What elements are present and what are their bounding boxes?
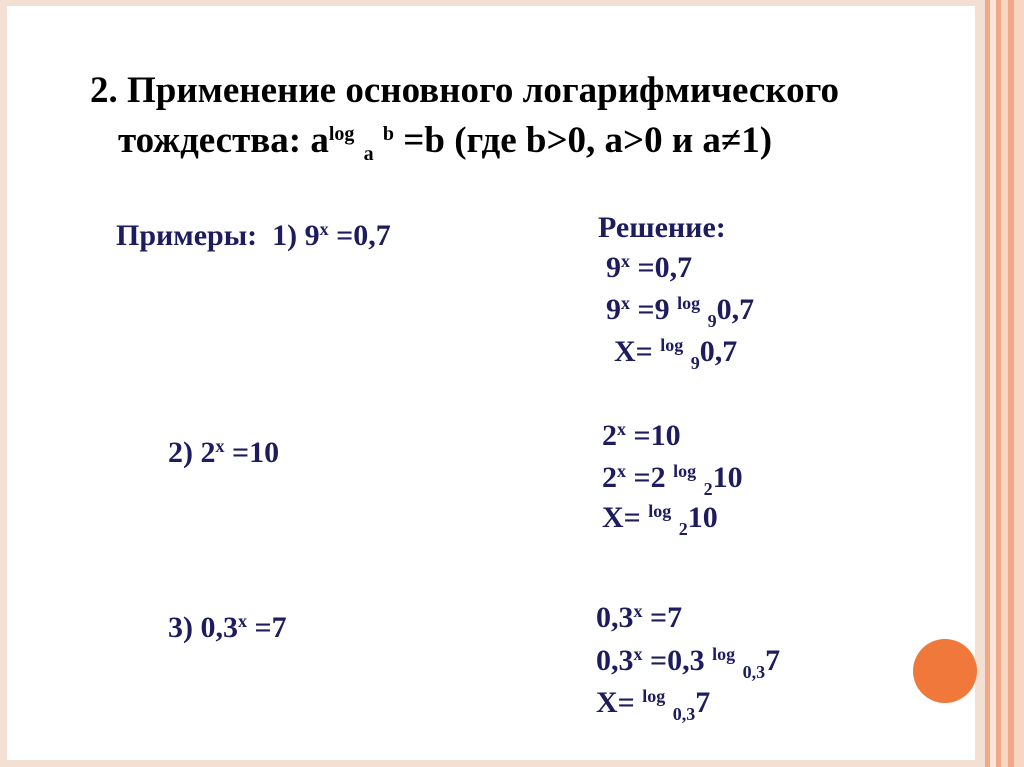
log-arg: 10: [712, 461, 743, 494]
solution-3-line-2: [596, 643, 781, 682]
solution-2-line-1: [602, 418, 681, 454]
log-sup: log: [712, 644, 736, 664]
log-base: 0,3: [672, 704, 696, 724]
example-base: 2: [200, 436, 216, 469]
base: 0,3: [596, 601, 634, 634]
log-base: 0,3: [742, 662, 766, 682]
example-base: 0,3: [200, 611, 238, 644]
lhs: X=: [602, 501, 641, 534]
base: 9: [606, 251, 621, 284]
frame-left: [0, 0, 7, 767]
title-text-3: =b (где b>0, a>0 и a≠1): [403, 120, 773, 161]
base: 2: [602, 419, 617, 452]
solution-2-line-3: [602, 500, 718, 539]
lhs: X=: [614, 335, 653, 368]
example-number: 1): [272, 219, 298, 252]
title-number: 2.: [90, 70, 118, 111]
solution-label: Решение:: [598, 211, 726, 244]
log-arg: 10: [687, 501, 718, 534]
example-base: 9: [304, 219, 320, 252]
example-3: [168, 610, 287, 646]
frame-bottom: [0, 760, 985, 767]
example-2: [168, 435, 279, 471]
exp: x: [617, 419, 626, 439]
log-arg: 0,7: [699, 335, 738, 368]
example-exp: x: [238, 611, 247, 631]
rhs: =2: [633, 461, 666, 494]
decorative-circle: [913, 639, 977, 703]
solution-1-line-1: [606, 250, 692, 286]
example-exp: x: [319, 219, 329, 239]
log-arg: 7: [765, 644, 781, 677]
log-arg: 0,7: [716, 293, 755, 326]
rhs: =7: [650, 601, 683, 634]
title-log-base: a: [363, 143, 374, 165]
rhs: =0,3: [650, 644, 705, 677]
solution-3-line-1: [596, 600, 682, 636]
slide-title: [90, 66, 960, 166]
base: 2: [602, 461, 617, 494]
stripe: [1001, 0, 1008, 767]
example-number: 2): [168, 436, 193, 469]
log-base: 9: [707, 311, 717, 331]
decorative-stripes: [985, 0, 1024, 767]
title-text-1: Применение основного логарифмического: [127, 70, 840, 111]
log-arg: 7: [695, 686, 711, 719]
log-sup: log: [648, 501, 672, 521]
log-base: 2: [703, 479, 713, 499]
rhs: =9: [637, 293, 670, 326]
example-rhs: =0,7: [336, 219, 391, 252]
title-text-2: тождества: a: [118, 120, 329, 161]
log-sup: log: [673, 461, 697, 481]
solution-2-line-2: [602, 460, 743, 499]
example-rhs: =10: [232, 436, 280, 469]
exp: x: [633, 601, 643, 621]
exp: x: [617, 461, 626, 481]
example-exp: x: [215, 436, 225, 456]
example-number: 3): [168, 611, 193, 644]
log-base: 2: [678, 519, 688, 539]
log-base: 9: [690, 353, 700, 373]
frame-top: [0, 0, 985, 6]
rhs: =10: [633, 419, 681, 452]
example-1: [116, 218, 391, 254]
title-log-sup: log: [328, 123, 355, 145]
solution-1-line-2: [606, 292, 755, 331]
exp: x: [633, 644, 643, 664]
base: 9: [606, 293, 621, 326]
solution-3-line-3: [596, 685, 711, 724]
title-line-2: [90, 116, 960, 166]
base: 0,3: [596, 644, 634, 677]
example-rhs: =7: [254, 611, 287, 644]
log-sup: log: [642, 686, 666, 706]
frame-right: [975, 0, 985, 767]
exp: x: [621, 293, 630, 313]
exp: x: [621, 251, 630, 271]
title-line-1: [90, 66, 960, 116]
solution-1-line-3: [614, 334, 738, 373]
title-log-arg: b: [382, 123, 395, 145]
lhs: X=: [596, 686, 635, 719]
log-sup: log: [677, 293, 701, 313]
rhs: =0,7: [637, 251, 693, 284]
stripe: [1014, 0, 1024, 767]
examples-label: Примеры:: [116, 219, 258, 252]
log-sup: log: [660, 335, 684, 355]
